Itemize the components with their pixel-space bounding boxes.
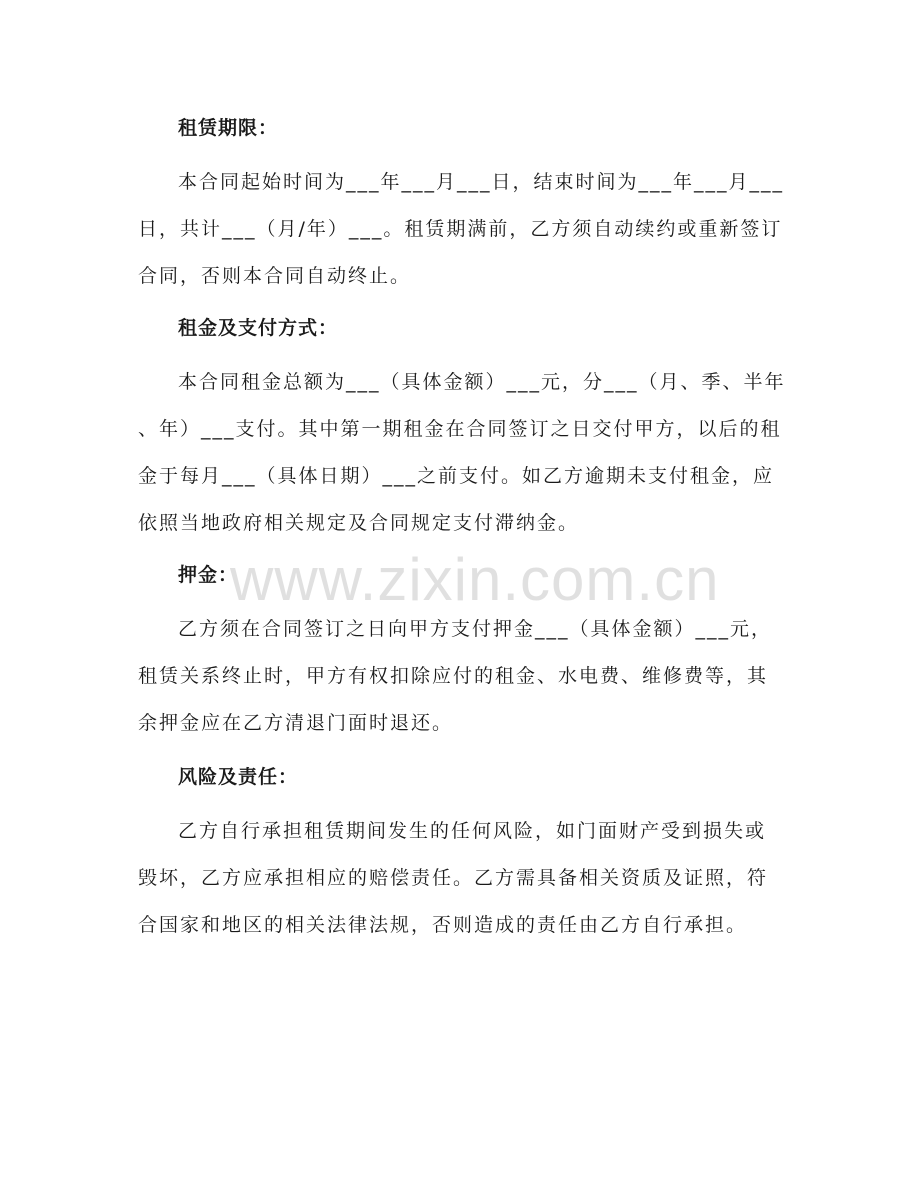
section-heading: 租金及支付方式： <box>178 317 339 339</box>
paragraph-line: 本合同起始时间为___年___月___日，结束时间为___年___月___ <box>178 171 785 193</box>
section-lease-term <box>138 116 778 140</box>
paragraph-line: 日，共计___（月/年）___。租赁期满前，乙方须自动续约或重新签订 <box>138 218 783 240</box>
paragraph-line: 租赁关系终止时，甲方有权扣除应付的租金、水电费、维修费等，其 <box>138 665 769 687</box>
section-risk-liability <box>138 765 778 789</box>
section-paragraph <box>138 808 778 949</box>
section-deposit-body <box>138 606 778 747</box>
paragraph-line: 乙方自行承担租赁期间发生的任何风险，如门面财产受到损失或 <box>178 820 767 842</box>
section-heading: 风险及责任： <box>178 766 299 788</box>
paragraph-line: 本合同租金总额为___（具体金额）___元，分___（月、季、半年 <box>178 371 786 393</box>
section-paragraph <box>138 159 785 300</box>
paragraph-line: 金于每月___（具体日期）___之前支付。如乙方逾期未支付租金，应 <box>138 465 775 487</box>
paragraph-line: 依照当地政府相关规定及合同规定支付滞纳金。 <box>138 512 580 534</box>
section-heading: 押金： <box>178 564 239 586</box>
section-heading: 租赁期限： <box>178 117 279 139</box>
watermark-text: www.zixin.com.cn <box>230 546 720 613</box>
section-risk-liability-body <box>138 808 778 949</box>
paragraph-line: 、年）___支付。其中第一期租金在合同签订之日交付甲方，以后的租 <box>138 418 782 440</box>
section-paragraph <box>138 359 786 547</box>
section-paragraph <box>138 606 778 747</box>
section-rent-payment <box>138 316 778 340</box>
paragraph-line: 乙方须在合同签订之日向甲方支付押金___（具体金额）___元， <box>178 618 773 640</box>
section-rent-payment-body <box>138 359 786 547</box>
section-lease-term-body <box>138 159 785 300</box>
paragraph-line: 合国家和地区的相关法律法规，否则造成的责任由乙方自行承担。 <box>138 914 748 936</box>
paragraph-line: 毁坏，乙方应承担相应的赔偿责任。乙方需具备相关资质及证照，符 <box>138 867 769 889</box>
paragraph-line: 余押金应在乙方清退门面时退还。 <box>138 712 454 734</box>
paragraph-line: 合同，否则本合同自动终止。 <box>138 265 412 287</box>
